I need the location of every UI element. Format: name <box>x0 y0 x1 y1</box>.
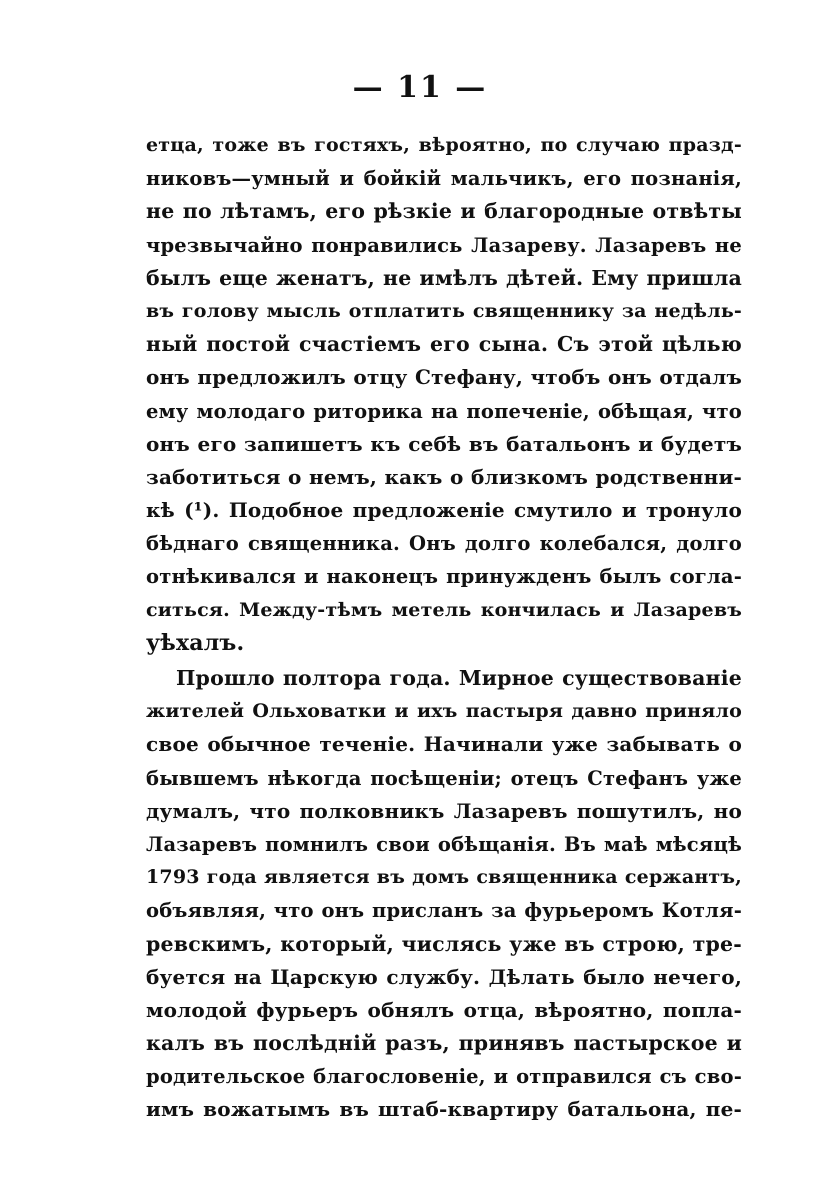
text-line: объявляя, что онъ присланъ за фурьеромъ Котля- <box>146 899 742 923</box>
text-line: былъ еще женатъ, не имѣлъ дѣтей. Ему пришла <box>146 265 742 290</box>
paragraph-2 <box>146 662 742 1127</box>
text-line: етца, тоже въ гостяхъ, вѣроятно, по случаю празд- <box>146 134 742 156</box>
text-line: молодой фурьеръ обнялъ отца, вѣроятно, попла- <box>146 997 742 1022</box>
text-line: бывшемъ нѣкогда посѣщеніи; отецъ Стефанъ уже <box>146 766 742 790</box>
text-line: уѣхалъ. <box>146 629 245 656</box>
text-line: думалъ, что полковникъ Лазаревъ пошутилъ, но <box>146 798 742 823</box>
body-text <box>146 129 742 1127</box>
text-line: въ голову мысль отплатить священнику за недѣль- <box>146 299 742 322</box>
text-line: ревскимъ, который, числясь уже въ строю, тре- <box>146 931 742 956</box>
text-line: ему молодаго риторика на попеченіе, обѣщая, что <box>146 399 742 423</box>
text-line: 1793 года является въ домъ священника сержантъ, <box>146 866 742 889</box>
text-line: Лазаревъ помнилъ свои обѣщанія. Въ маѣ мѣсяцѣ <box>146 832 742 856</box>
text-line: имъ вожатымъ въ штаб-квартиру батальона, пе- <box>146 1097 742 1122</box>
text-line: жителей Ольховатки и ихъ пастыря давно приняло <box>146 700 742 723</box>
text-line: свое обычное теченіе. Начинали уже забывать о <box>146 732 742 757</box>
text-line: Прошло полтора года. Мирное существованіе <box>176 666 742 690</box>
text-line: ситься. Между-тѣмъ метель кончилась и Лазаревъ <box>146 598 742 621</box>
text-line: отнѣкивался и наконецъ принужденъ былъ согла- <box>146 565 742 589</box>
text-line: ный постой счастіемъ его сына. Съ этой цѣлью <box>146 332 742 357</box>
text-line: родительское благословеніе, и отправился съ сво- <box>146 1065 742 1089</box>
text-line: онъ предложилъ отцу Стефану, чтобъ онъ отдалъ <box>146 365 742 390</box>
text-line: онъ его запишетъ къ себѣ въ батальонъ и будетъ <box>146 431 742 456</box>
page-number: — 11 — <box>352 70 488 105</box>
text-line: не по лѣтамъ, его рѣзкіе и благородные отвѣты <box>146 199 742 224</box>
text-line: никовъ—умный и бойкій мальчикъ, его познанія, <box>146 167 742 191</box>
text-line: заботиться о немъ, какъ о близкомъ родственни- <box>146 464 742 489</box>
paragraph-1 <box>146 129 742 660</box>
text-line: буется на Царскую службу. Дѣлать было нечего, <box>146 964 742 989</box>
text-line: калъ въ послѣдній разъ, принявъ пастырское и <box>146 1031 742 1056</box>
text-line: кѣ (¹). Подобное предложеніе смутило и тронуло <box>146 498 742 523</box>
text-line: бѣднаго священника. Онъ долго колебался, долго <box>146 532 742 556</box>
text-line: чрезвычайно понравились Лазареву. Лазаревъ не <box>146 233 742 257</box>
